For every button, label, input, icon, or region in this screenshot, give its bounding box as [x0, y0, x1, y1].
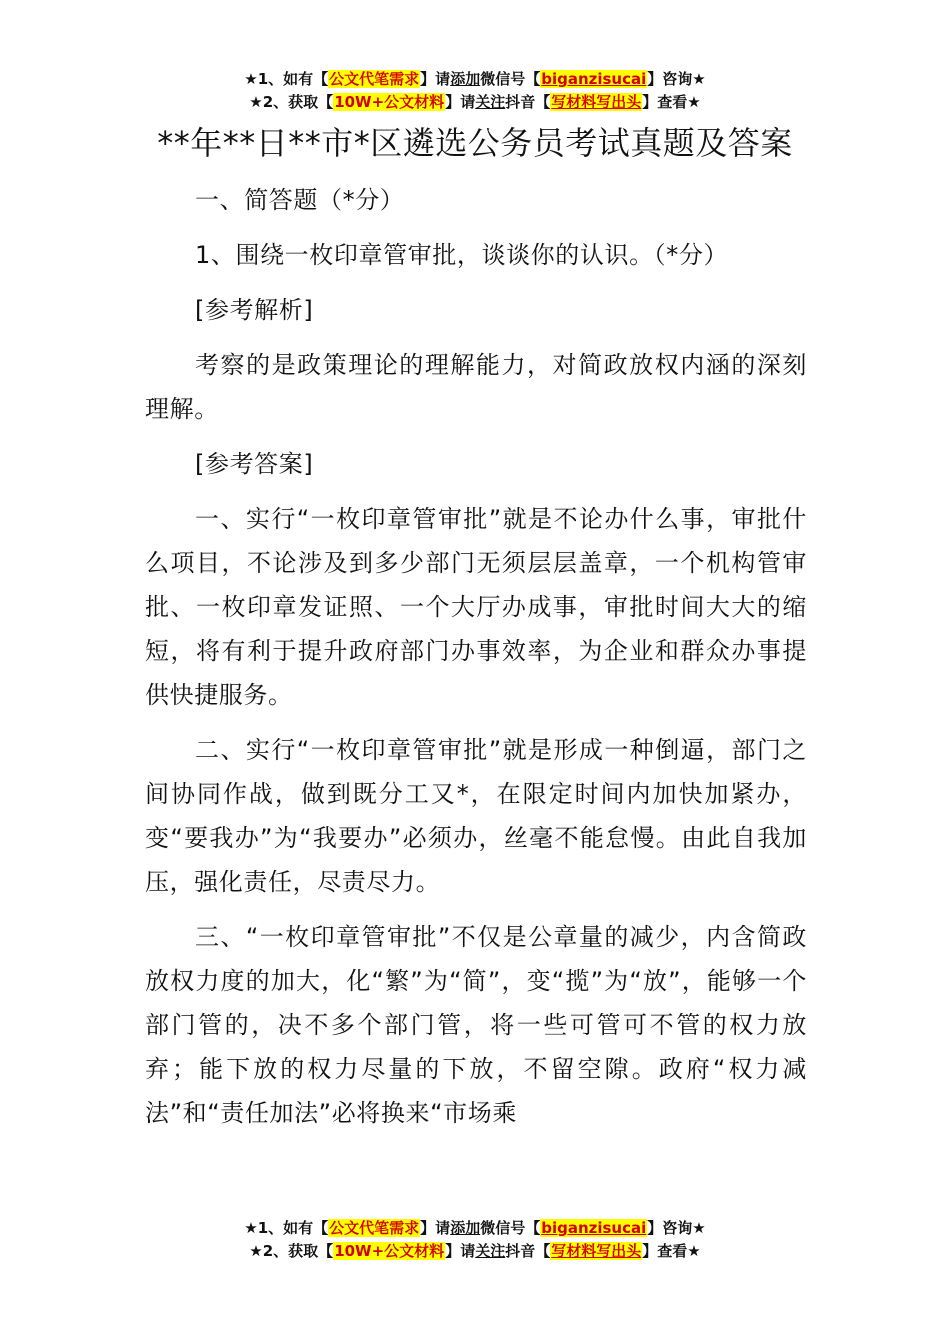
answer-paragraph: 二、实行“一枚印章管审批”就是形成一种倒逼，部门之间协同作战，做到既分工又*，在限定时间内加快加紧办，变“要我办”为“我要办”必须办，丝毫不能怠慢。由此自我加压，强化责任，尽责尽力。 — [145, 736, 807, 896]
banner-text: 微信号【 — [480, 1219, 541, 1237]
banner-text: 】咨询★ — [647, 70, 706, 88]
banner-underline: 添加 — [450, 70, 481, 88]
banner-line-1 — [0, 68, 950, 91]
banner-text: 】查看★ — [642, 93, 701, 111]
banner-text: 微信号【 — [480, 70, 541, 88]
banner-text: 】请 — [420, 70, 451, 88]
banner-text: 抖音【 — [505, 1242, 551, 1260]
section-heading: 一、简答题（*分） — [195, 186, 405, 214]
banner-text: 】咨询★ — [647, 1219, 706, 1237]
banner-line-2 — [0, 91, 950, 114]
banner-text: 】请 — [445, 93, 476, 111]
banner-text: ★2、获取【 — [249, 93, 334, 111]
banner-text: 】请 — [445, 1242, 476, 1260]
answer-paragraph: 三、“一枚印章管审批”不仅是公章量的减少，内含简政放权力度的加大，化“繁”为“简”，变“揽”为“放”，能够一个部门管的，决不多个部门管，将一些可管可不管的权力放弃；能下放的权力尽量的下放，不留空隙。政府“权力减法”和“责任加法”必将换来“市场乘 — [145, 923, 807, 1127]
banner-text: ★2、获取【 — [249, 1242, 334, 1260]
banner-underline: 添加 — [450, 1219, 481, 1237]
banner-text: ★1、如有【 — [244, 70, 329, 88]
footer-banner — [0, 1217, 950, 1263]
banner-line-1 — [0, 1217, 950, 1240]
douyin-account[interactable]: 写材料写出头 — [551, 1242, 642, 1260]
wechat-id[interactable]: biganzisucai — [541, 1219, 647, 1237]
document-body — [145, 178, 807, 1146]
banner-highlight: 公文代笔需求 — [329, 70, 420, 88]
banner-underline: 关注 — [475, 1242, 506, 1260]
question: 1、围绕一枚印章管审批，谈谈你的认识。（*分） — [195, 241, 729, 269]
banner-underline: 关注 — [475, 93, 506, 111]
banner-highlight: 10W+公文材料 — [334, 1242, 445, 1260]
wechat-id[interactable]: biganzisucai — [541, 70, 647, 88]
answer-paragraph: 一、实行“一枚印章管审批”就是不论办什么事，审批什么项目，不论涉及到多少部门无须层层盖章，一个机构管审批、一枚印章发证照、一个大厅办成事，审批时间大大的缩短，将有利于提升政府部门办事效率，为企业和群众办事提供快捷服务。 — [145, 505, 807, 709]
banner-text: 抖音【 — [505, 93, 551, 111]
header-banner — [0, 68, 950, 114]
document-title: **年**日**市*区遴选公务员考试真题及答案 — [157, 124, 793, 162]
banner-text: 】查看★ — [642, 1242, 701, 1260]
analysis-text: 考察的是政策理论的理解能力，对简政放权内涵的深刻理解。 — [145, 351, 807, 423]
banner-line-2 — [0, 1240, 950, 1263]
douyin-account[interactable]: 写材料写出头 — [551, 93, 642, 111]
banner-text: ★1、如有【 — [244, 1219, 329, 1237]
banner-highlight: 公文代笔需求 — [329, 1219, 420, 1237]
answer-label: [参考答案] — [195, 450, 314, 478]
banner-text: 】请 — [420, 1219, 451, 1237]
analysis-label: [参考解析] — [195, 296, 314, 324]
banner-highlight: 10W+公文材料 — [334, 93, 445, 111]
